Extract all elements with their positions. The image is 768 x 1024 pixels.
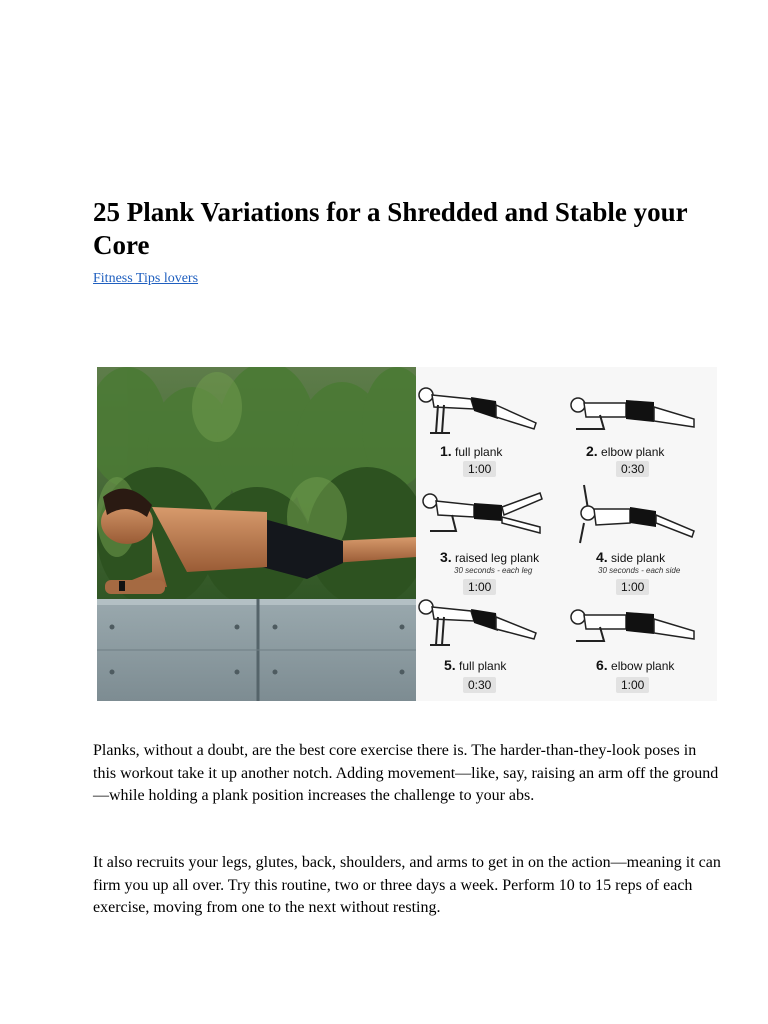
plank-photo-illustration — [97, 367, 416, 701]
body-paragraph: It also recruits your legs, glutes, back, shoulders, and arms to get in on the action—meaning it can firm you up all over. Try this routine, two or three days a week. Perform 10 to 15 reps of each exercise, moving from one to the next without resting. — [93, 854, 721, 916]
full-plank-figure — [416, 367, 566, 437]
plank-figure-image — [97, 367, 717, 701]
exercise-name: full plank — [459, 659, 507, 673]
exercise-number: 5. — [444, 657, 456, 673]
article-title: 25 Plank Variations for a Shredded and Stable your Core — [93, 197, 688, 260]
exercise-chart-panel — [416, 367, 717, 701]
author-link[interactable]: Fitness Tips lovers — [93, 271, 199, 286]
exercise-time: 0:30 — [616, 461, 649, 477]
elbow-plank-figure — [566, 367, 717, 437]
exercise-number: 6. — [596, 657, 608, 673]
exercise-number: 4. — [596, 549, 608, 565]
raised-leg-plank-figure — [416, 479, 566, 544]
exercise-card — [416, 591, 566, 701]
exercise-card — [566, 591, 717, 701]
exercise-note: 30 seconds - each side — [598, 566, 681, 575]
exercise-time: 1:00 — [463, 579, 496, 595]
exercise-card — [416, 479, 566, 594]
side-plank-figure — [566, 479, 717, 544]
exercise-card — [566, 479, 717, 594]
exercise-name: raised leg plank — [455, 551, 540, 565]
plank-photo — [97, 367, 416, 701]
exercise-number: 1. — [440, 443, 452, 459]
full-plank-figure — [416, 591, 566, 653]
exercise-time: 0:30 — [463, 677, 496, 693]
exercise-name: elbow plank — [611, 659, 675, 673]
exercise-time: 1:00 — [616, 677, 649, 693]
exercise-name: side plank — [611, 551, 666, 565]
exercise-name: elbow plank — [601, 445, 665, 459]
elbow-plank-figure — [566, 591, 717, 653]
exercise-card — [566, 367, 717, 479]
exercise-number: 3. — [440, 549, 452, 565]
exercise-name: full plank — [455, 445, 503, 459]
exercise-time: 1:00 — [463, 461, 496, 477]
intro-paragraph: Planks, without a doubt, are the best core exercise there is. The harder-than-they-look poses in this workout take it up another notch. Adding movement—like, say, raising an arm off the ground—while holding a plank position increases the challenge to your abs. — [93, 742, 719, 804]
exercise-number: 2. — [586, 443, 598, 459]
exercise-time: 1:00 — [616, 579, 649, 595]
exercise-card — [416, 367, 566, 479]
exercise-note: 30 seconds - each leg — [454, 566, 533, 575]
